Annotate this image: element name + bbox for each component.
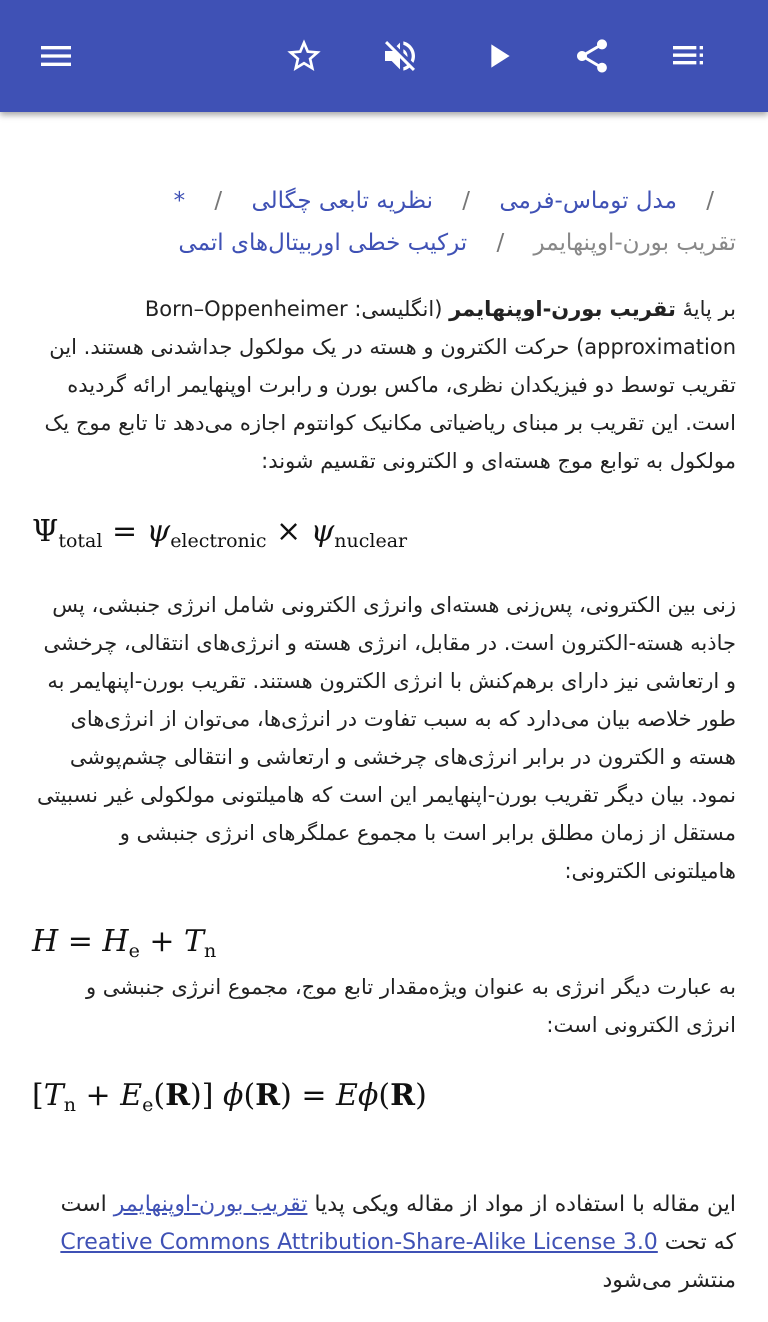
playlist-button[interactable]	[660, 28, 716, 84]
eq-bracket: ]	[201, 1078, 214, 1113]
breadcrumb-item-current: تقریب بورن-اوپنهایمر	[533, 230, 736, 256]
license-link[interactable]: Creative Commons Attribution-Share-Alike License 3.0	[60, 1230, 658, 1255]
breadcrumb-separator: /	[706, 188, 714, 214]
eq-symbol: T	[184, 924, 205, 959]
breadcrumb-item-lcao[interactable]: ترکیب خطی اوربیتال‌های اتمی	[178, 230, 468, 256]
menu-button[interactable]	[28, 28, 84, 84]
eq-symbol: ψ	[310, 514, 335, 549]
menu-icon	[36, 36, 76, 76]
breadcrumb-separator: /	[462, 188, 471, 214]
equation-schrodinger: $[T_n + E_e(R)] \phi(R) = E\phi(R)$	[32, 1078, 427, 1116]
article-content	[32, 180, 736, 1322]
eq-symbol: R	[165, 1078, 191, 1113]
eq-symbol: E	[336, 1078, 358, 1113]
breadcrumb	[32, 180, 736, 264]
eq-operator: =	[102, 514, 147, 549]
equation-wavefunction	[32, 514, 736, 552]
eq-operator: +	[139, 924, 185, 959]
eq-subscript: electronic	[170, 530, 267, 552]
eq-operator: =	[291, 1078, 337, 1113]
eq-symbol: ϕ	[223, 1078, 244, 1113]
footer-text: این مقاله با استفاده از مواد از مقاله ویکی پدیا	[307, 1192, 736, 1217]
eq-symbol: R	[390, 1078, 416, 1113]
eq-symbol: Ψ	[32, 514, 59, 549]
eq-operator: +	[75, 1078, 121, 1113]
eq-symbol: T	[43, 1078, 64, 1113]
play-button[interactable]	[470, 28, 526, 84]
eq-subscript: e	[128, 940, 140, 962]
playlist-icon	[668, 36, 708, 76]
play-icon	[478, 36, 518, 76]
eq-symbol: E	[120, 1078, 143, 1113]
paragraph-energy: زنی بین الکترونی، پس‌زنی هسته‌ای وانرژی الکترونی شامل انرژی جنبشی، پس جاذبه هسته-الکترون است. در مقابل، انرژی هسته و انرژی‌های انتقالی، چرخشی و ارتعاشی نیز دارای برهم‌کنش با انرژی الکترون هستند. تقریب بورن-اپنهایمر به طور خلاصه بیان می‌دارد که به سبب تفاوت در انرژی‌ها، می‌توان از انرژی‌های هسته و الکترون در برابر انرژی‌های چرخشی و ارتعاشی و انتقالی چشم‌پوشی نمود. بیان دیگر تقریب بورن-اپنهایمر این است که هامیلتونی مولکولی غیر نسبیتی مستقل از زمان مطلق برابر است با مجموع عملگرهای انرژی جنبشی و هامیلتونی الکترونی:	[36, 593, 736, 883]
favorite-button[interactable]	[276, 28, 332, 84]
eq-operator: ×	[266, 514, 311, 549]
eq-subscript: total	[58, 530, 103, 552]
eq-subscript: n	[63, 1094, 76, 1116]
footer-text: است که تحت	[60, 1192, 736, 1255]
eq-bracket: [	[32, 1078, 44, 1113]
eq-symbol: ϕ	[357, 1078, 379, 1113]
paragraph-eigenvalue: به عبارت دیگر انرژی به عنوان ویژه‌مقدار تابع موج، مجموع انرژی جنبشی و انرژی الکترونی است:	[85, 975, 736, 1037]
star-icon	[284, 36, 324, 76]
mute-button[interactable]	[372, 28, 428, 84]
eq-subscript: nuclear	[334, 530, 408, 552]
volume-off-icon	[380, 36, 420, 76]
breadcrumb-item-home[interactable]: *	[173, 188, 186, 214]
eq-symbol: H	[102, 924, 129, 959]
breadcrumb-separator: /	[496, 230, 505, 256]
breadcrumb-item-dft[interactable]: نظریه تابعی چگالی	[251, 188, 433, 214]
source-article-link[interactable]: تقریب بورن-اوپنهایمر	[113, 1192, 308, 1217]
share-icon	[572, 36, 612, 76]
eq-symbol: R	[255, 1078, 281, 1113]
intro-term: تقریب بورن-اوپنهایمر	[449, 297, 676, 321]
intro-text: بر پایهٔ	[675, 297, 736, 321]
eq-subscript: e	[142, 1094, 154, 1116]
breadcrumb-separator: /	[214, 188, 223, 214]
share-button[interactable]	[564, 28, 620, 84]
breadcrumb-item-thomas-fermi[interactable]: مدل توماس-فرمی	[499, 188, 677, 214]
app-bar	[0, 0, 768, 112]
eq-symbol: ψ	[146, 514, 171, 549]
footer-text: منتشر می‌شود	[602, 1268, 736, 1293]
eq-operator: =	[58, 924, 103, 959]
equation-hamiltonian	[32, 924, 736, 962]
eq-symbol: H	[32, 924, 59, 959]
attribution-footer	[32, 1186, 736, 1300]
intro-rest: (انگلیسی: Born–Oppenheimer approximation) حرکت الکترون و هسته در یک مولکول جداشدنی هستند. این تقریب توسط دو فیزیکدان نظری، ماکس بورن و رابرت اوپنهایمر ارائه گردیده است. این تقریب بر مبنای ریاضیاتی مکانیک کوانتوم اجازه می‌دهد تا تابع موج یک مولکول به توابع موج هسته‌ای و الکترونی تقسیم شوند:	[44, 297, 736, 473]
eq-subscript: n	[204, 940, 217, 962]
paragraph-intro	[32, 290, 736, 480]
